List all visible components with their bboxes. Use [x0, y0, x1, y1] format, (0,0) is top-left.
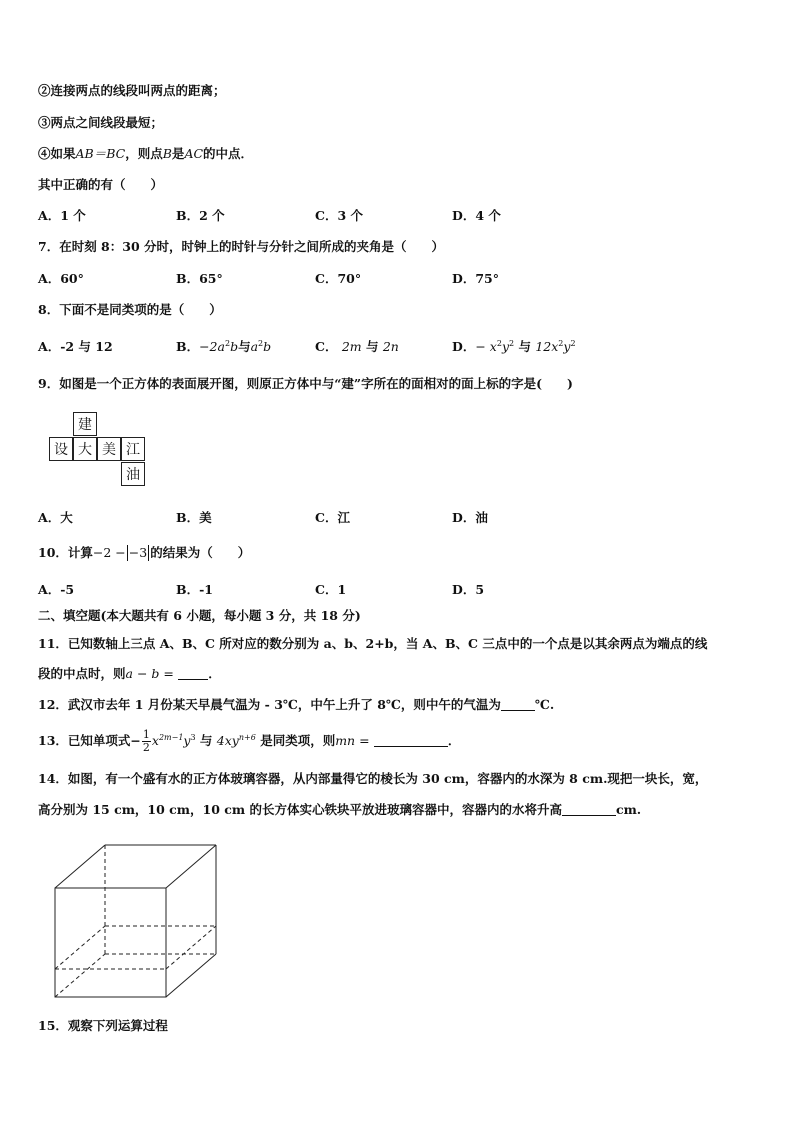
q6-option-a[interactable]: A．1 个: [38, 208, 86, 223]
statement-3: ③两点之间线段最短；: [38, 115, 164, 130]
q10-option-a[interactable]: A．-5: [38, 582, 75, 597]
fraction-one-half: $\frac{1}{2}$: [142, 728, 150, 754]
question-10-stem: 10．计算−2 − −3 的结果为（ ）: [38, 545, 251, 560]
q7-option-d[interactable]: D．75°: [452, 271, 499, 286]
q7-option-a[interactable]: A．60°: [38, 271, 84, 286]
statement-2: ②连接两点的线段叫两点的距离；: [38, 83, 226, 98]
q6-option-b[interactable]: B．2 个: [176, 208, 225, 223]
question-9-stem: 9．如图是一个正方体的表面展开图，则原正方体中与“建”字所在的面相对的面上标的字是( ): [38, 376, 573, 391]
q8-option-b[interactable]: B．$-2a^2b$与$a^2b$: [176, 338, 272, 354]
q8-option-a[interactable]: A．-2 与 12: [38, 339, 113, 354]
question-11-line2: 段的中点时，则a − b = ．: [38, 666, 221, 681]
question-13: 13．已知单项式− $\frac{1}{2}$ $x^{2m-1}y^3$ 与 $4xy^{n+6}$ 是同类项，则mn = ．: [38, 728, 461, 754]
net-cell-1: 设: [49, 437, 73, 461]
q9-option-d[interactable]: D．油: [452, 510, 488, 525]
question-7-stem: 7．在时刻 8：30 分时，时钟上的时针与分针之间所成的夹角是（ ）: [38, 239, 444, 254]
q14-answer-blank[interactable]: [562, 802, 616, 816]
q7-option-c[interactable]: C．70°: [315, 271, 362, 286]
q13-answer-blank[interactable]: [374, 733, 448, 747]
net-cell-2: 大: [73, 437, 97, 461]
q9-option-b[interactable]: B．美: [176, 510, 212, 525]
cube-net-figure: [49, 412, 149, 487]
question-6-ask: 其中正确的有（ ）: [38, 177, 164, 192]
net-cell-bottom: 油: [121, 462, 145, 486]
q12-answer-blank[interactable]: [501, 697, 535, 711]
net-cell-3: 美: [97, 437, 121, 461]
q8-option-d[interactable]: D．− $x^2y^2$ 与 $12x^2y^2$: [452, 338, 576, 354]
question-11-line1: 11．已知数轴上三点 A、B、C 所对应的数分别为 a、b、2+b，当 A、B、C 三点中的一个点是以其余两点为端点的线: [38, 636, 708, 651]
net-cell-4: 江: [121, 437, 145, 461]
question-14-line1: 14．如图，有一个盛有水的正方体玻璃容器，从内部量得它的棱长为 30 cm，容器内的水深为 8 cm.现把一块长，宽，: [38, 771, 708, 786]
section-heading-fill-blank: 二、填空题(本大题共有 6 小题，每小题 3 分，共 18 分): [38, 608, 361, 623]
q6-option-c[interactable]: C．3 个: [315, 208, 363, 223]
q10-option-b[interactable]: B．-1: [176, 582, 213, 597]
q9-option-a[interactable]: A．大: [38, 510, 73, 525]
q7-option-b[interactable]: B．65°: [176, 271, 223, 286]
q8-option-c[interactable]: C． 2m 与 2n: [315, 339, 399, 354]
q9-option-c[interactable]: C．江: [315, 510, 350, 525]
question-12: 12．武汉市去年 1 月份某天早晨气温为 - 3℃，中午上升了 8℃，则中午的气温为 ℃.: [38, 697, 555, 712]
q10-option-d[interactable]: D．5: [452, 582, 485, 597]
q11-answer-blank[interactable]: [178, 666, 208, 680]
statement-4: ④如果AB＝BC，则点B是AC的中点．: [38, 146, 254, 161]
question-8-stem: 8．下面不是同类项的是（ ）: [38, 302, 222, 317]
question-15-stem: 15．观察下列运算过程: [38, 1018, 168, 1033]
net-cell-top: 建: [73, 412, 97, 436]
question-14-line2: 高分别为 15 cm，10 cm，10 cm 的长方体实心铁块平放进玻璃容器中，容器内的水将升高 cm.: [38, 802, 642, 817]
glass-cube-figure: [50, 840, 222, 1002]
q10-option-c[interactable]: C．1: [315, 582, 347, 597]
q6-option-d[interactable]: D．4 个: [452, 208, 501, 223]
